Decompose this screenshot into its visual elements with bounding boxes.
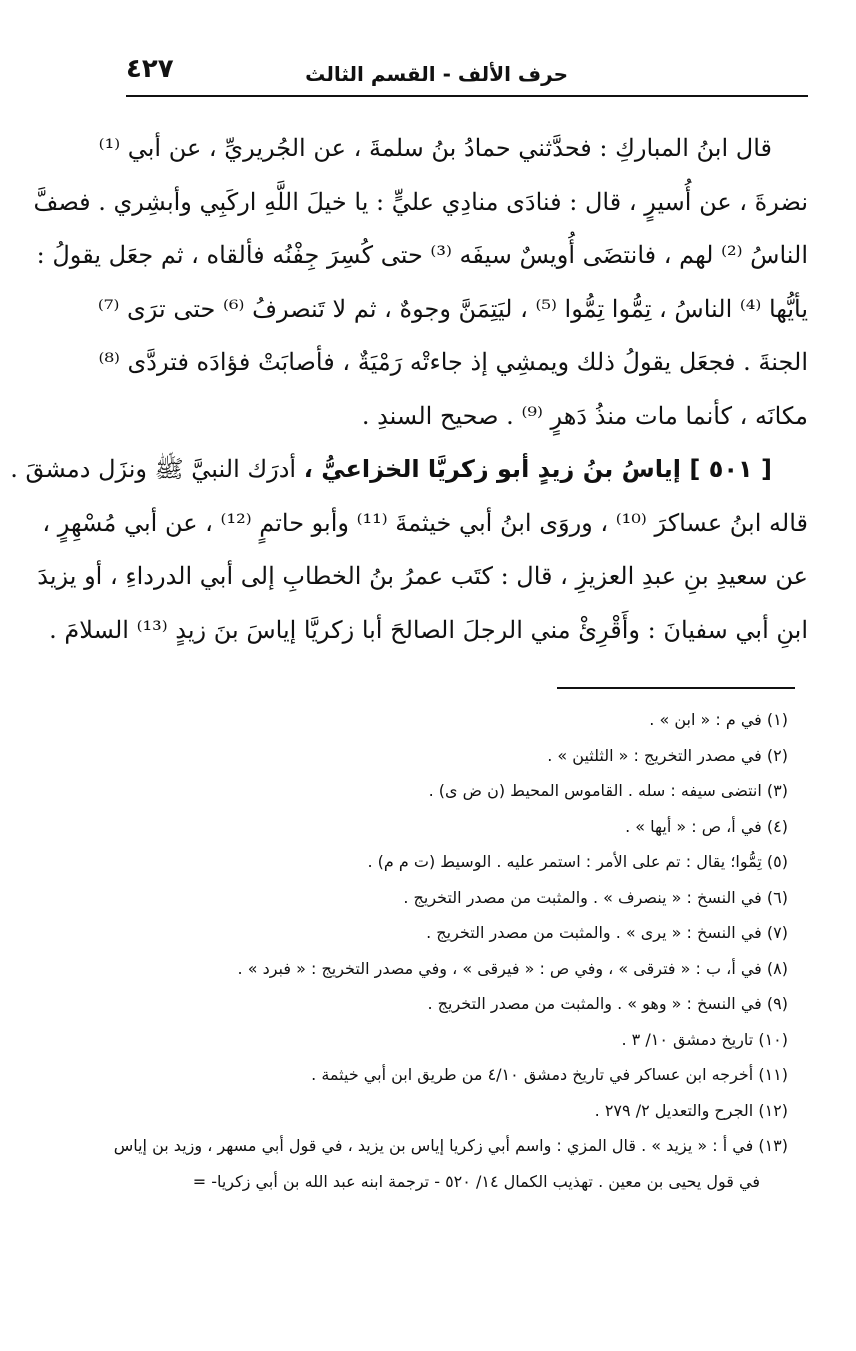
- text-line: مكانَه ، كأنما مات منذُ دَهرٍ ⁽⁹⁾ . صحيح السندِ .: [361, 401, 808, 430]
- header-rule: [126, 95, 808, 97]
- text-line: قال ابنُ المباركِ : فحدَّثني حمادُ بنُ سلمةَ ، عن الجُريريِّ ، عن أبي ⁽¹⁾: [98, 134, 772, 162]
- footnote: (٢) في مصدر التخريج : « الثلثين » .: [547, 745, 788, 765]
- text-line: الجنةَ . فجعَل يقولُ ذلك ويمشِي إذ جاءتْه رَمْيَةٌ ، فأصابَتْ فؤادَه فتردَّى ⁽⁸⁾: [98, 348, 808, 376]
- page-header: [126, 50, 808, 94]
- footnote-rule: [557, 687, 795, 689]
- running-head: حرف الألف - القسم الثالث: [305, 62, 568, 86]
- footnote-continuation: في قول يحيى بن معين . تهذيب الكمال ١٤/ ٥٢٠ - ترجمة ابنه عبد الله بن أبي زكريا- =: [192, 1171, 760, 1191]
- entry-heading: [10, 443, 808, 497]
- footnote: (٦) في النسخ : « ينصرف » . والمثبت من مصدر التخريج .: [403, 887, 788, 907]
- footnote: (٩) في النسخ : « وهو » . والمثبت من مصدر التخريج .: [427, 994, 788, 1013]
- text-line: يأيُّها ⁽⁴⁾ الناسُ ، تِمُّوا تِمُّوا ⁽⁵⁾ ، ليَتِمَنَّ وجوهٌ ، ثم لا تَنصرفُ ⁽⁶⁾ حتى ترَى ⁽⁷⁾: [97, 294, 808, 323]
- footnote: (٥) تِمُّوا؛ يقال : تم على الأمر : استمر عليه . الوسيط (ت م م) .: [367, 852, 788, 871]
- entry-title-rest: أدرَك النبيَّ ﷺ ونزَل دمشقَ .: [10, 455, 304, 483]
- main-text: [10, 122, 808, 657]
- footnote: (١١) أخرجه ابن عساكر في تاريخ دمشق ٤/١٠ من طريق ابن أبي خيثمة .: [311, 1065, 788, 1084]
- footnote: (١٢) الجرح والتعديل ٢/ ٢٧٩ .: [594, 1100, 788, 1120]
- footnote: (١٣) في أ : « يزيد » . قال المزي : واسم أبي زكريا إياس بن يزيد ، في قول أبي مسهر ، وزيد بن إياس: [113, 1136, 788, 1155]
- footnote: (١٠) تاريخ دمشق ١٠/ ٣ .: [621, 1029, 788, 1049]
- footnotes: [96, 702, 808, 1199]
- footnote: (١) في م : « ابن » .: [649, 710, 788, 729]
- footnote: (٣) انتضى سيفه : سله . القاموس المحيط (ن ض ى) .: [428, 781, 788, 800]
- entry-title: [ ٥٠١ ] إياسُ بنُ زيدٍ أبو زكريَّا الخزاعيُّ ،: [303, 455, 772, 483]
- text-line: قاله ابنُ عساكرَ ⁽¹⁰⁾ ، وروَى ابنُ أبي خيثمةَ ⁽¹¹⁾ وأبو حاتمٍ ⁽¹²⁾ ، عن أبي مُسْهِرٍ ،: [42, 508, 808, 537]
- footnote: (٧) في النسخ : « يرى » . والمثبت من مصدر التخريج .: [426, 923, 788, 942]
- text-line: الناسُ ⁽²⁾ لهم ، فانتضَى أُويسٌ سيفَه ⁽³⁾ حتى كُسِرَ جِفْنُه فألقاه ، ثم جعَل يقولُ :: [36, 241, 808, 269]
- footnote: (٤) في أ، ص : « أيها » .: [625, 816, 788, 836]
- footnote: (٨) في أ، ب : « فترقى » ، وفي ص : « فيرقى » ، وفي مصدر التخريج : « فبرد » .: [237, 958, 788, 978]
- text-line: نضرةَ ، عن أُسيرٍ ، قال : فنادَى منادِي عليٍّ : يا خيلَ اللَّهِ اركَبِي وأبشِري . فصفَّ: [33, 187, 808, 216]
- text-line: ابنِ أبي سفيانَ : وأَقْرِئْ مني الرجلَ الصالحَ أبا زكريَّا إياسَ بنَ زيدٍ ⁽¹³⁾ السلامَ .: [49, 615, 808, 644]
- text-line: عن سعيدِ بنِ عبدِ العزيزِ ، قال : كتَب عمرُ بنُ الخطابِ إلى أبي الدرداءِ ، أو يزيدَ: [37, 562, 808, 590]
- page-number: ٤٢٧: [126, 54, 174, 84]
